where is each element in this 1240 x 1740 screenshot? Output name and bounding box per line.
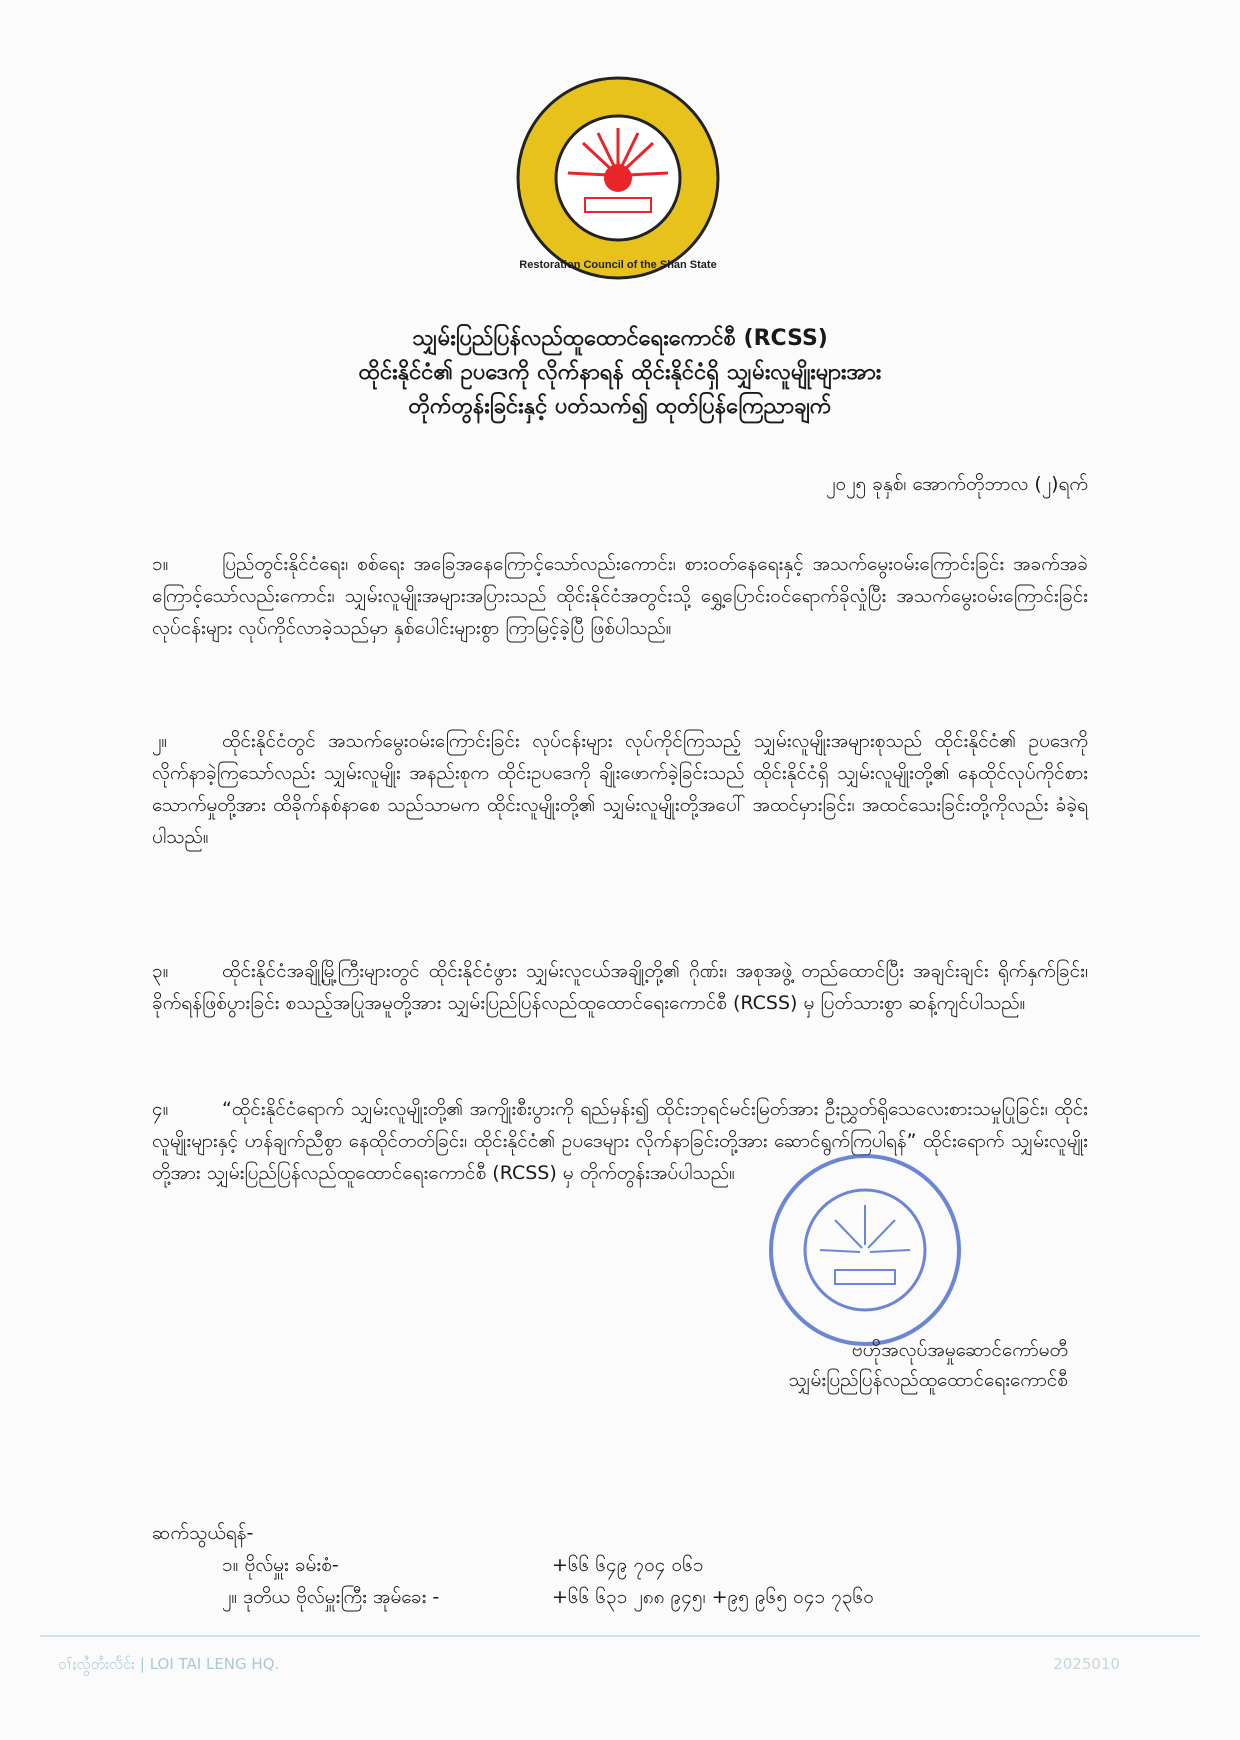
paragraph-number: ၃။ [152, 960, 169, 982]
paragraph-text: “ထိုင်းနိုင်ငံရောက် သျှမ်းလူမျိုးတို့၏ အကျိုးစီးပွားကို ရည်မှန်း၍ ထိုင်းဘုရင်မင်းမြတ်အား ဦးညွှတ်ရိုသေလေးစားသမှုပြုခြင်း၊ ထိုင်းလူမျိုးများနှင့် ဟန်ချက်ညီစွာ နေထိုင်တတ်ခြင်း၊ ထိုင်းနိုင်ငံ၏ ဥပဒေများ လိုက်နာခြင်းတို့အား ဆောင်ရွက်ကြပါရန်” ထိုင်းရောက် သျှမ်းလူမျိုးတို့အား သျှမ်းပြည်ပြန်လည်ထူထောင်ရေးကောင်စီ (RCSS) မှ တိုက်တွန်းအပ်ပါသည်။ [152, 1098, 1088, 1184]
signatory-committee: ဗဟိုအလုပ်အမှုဆောင်ကော်မတီ [851, 1339, 1068, 1361]
paragraph-number: ၂။ [152, 730, 168, 752]
signatory-organization: သျှမ်းပြည်ပြန်လည်ထူထောင်ရေးကောင်စီ [788, 1369, 1068, 1391]
contact-row [152, 1549, 874, 1581]
contact-name: ၂။ ဒုတိယ ဗိုလ်မှူးကြီး အုမ်ခေး - [222, 1586, 440, 1608]
statement-date: ၂၀၂၅ ခုနှစ်၊ အောက်တိုဘာလ (၂)ရက် [826, 473, 1088, 495]
contact-name: ၁။ ဗိုလ်မှူး ခမ်းစံ- [222, 1554, 339, 1576]
paragraph-number: ၁။ [152, 553, 169, 575]
contact-section [152, 1517, 874, 1613]
paragraph-1 [152, 548, 1088, 644]
signature-block [788, 1335, 1068, 1395]
contact-phone: +၆၆ ၆၄၉ ၇၀၄ ၀၆၁ [552, 1554, 704, 1576]
official-stamp [765, 1150, 965, 1354]
title-line: သျှမ်းပြည်ပြန်လည်ထူထောင်ရေးကောင်စီ (RCSS) [412, 326, 828, 351]
paragraph-2 [152, 725, 1088, 853]
footer-hq: ဝၢ်ႈလွႆတႆးလႅင်း | LOI TAI LENG HQ. [58, 1655, 280, 1673]
footer-divider [40, 1635, 1200, 1637]
paragraph-text: ပြည်တွင်းနိုင်ငံရေး၊ စစ်ရေး အခြေအနေကြောင့်သော်လည်းကောင်း၊ စားဝတ်နေရေးနှင့် အသက်မွေးဝမ်းကြောင်းခြင်း အခက်အခဲကြောင့်သော်လည်းကောင်း၊ သျှမ်းလူမျိုးအများအပြားသည် ထိုင်းနိုင်ငံအတွင်းသို့ ရွှေ့ပြောင်းဝင်ရောက်ခိုလှုံပြီး အသက်မွေးဝမ်းကြောင်းခြင်း လုပ်ငန်းများ လုပ်ကိုင်လာခဲ့သည်မှာ နှစ်ပေါင်းများစွာ ကြာမြင့်ခဲ့ပြီ ဖြစ်ပါသည်။ [152, 553, 1088, 639]
contact-heading: ဆက်သွယ်ရန်- [152, 1522, 254, 1544]
statement-title [150, 322, 1090, 424]
contact-row [152, 1581, 874, 1613]
contact-phone: +၆၆ ၆၃၁ ၂၈၈ ၉၄၅၊ +၉၅ ၉၆၅ ၀၄၁ ၇၃၆၀ [552, 1586, 874, 1608]
title-line: တိုက်တွန်းခြင်းနှင့် ပတ်သက်၍ ထုတ်ပြန်ကြေညာချက် [408, 394, 832, 419]
svg-text:Restoration Council of the Sha: Restoration Council of the Shan State [519, 259, 717, 271]
rcss-logo [513, 73, 723, 283]
paragraph-text: ထိုင်းနိုင်ငံအချို့မြို့ကြီးများတွင် ထိုင်းနိုင်ငံဖွား သျှမ်းလူငယ်အချို့တို့၏ ဂိုဏ်း၊ အစုအဖွဲ့ တည်ထောင်ပြီး အချင်းချင်း ရိုက်နှက်ခြင်း၊ ခိုက်ရန်ဖြစ်ပွားခြင်း စသည့်အပြုအမူတို့အား သျှမ်းပြည်ပြန်လည်ထူထောင်ရေးကောင်စီ (RCSS) မှ ပြတ်သားစွာ ဆန့်ကျင်ပါသည်။ [152, 960, 1088, 1014]
paragraph-number: ၄။ [152, 1098, 169, 1120]
title-line: ထိုင်းနိုင်ငံ၏ ဥပဒေကို လိုက်နာရန် ထိုင်းနိုင်ငံရှိ သျှမ်းလူမျိုးများအား [358, 360, 882, 385]
paragraph-text: ထိုင်းနိုင်ငံတွင် အသက်မွေးဝမ်းကြောင်းခြင်း လုပ်ငန်းများ လုပ်ကိုင်ကြသည့် သျှမ်းလူမျိုးအများစုသည် ထိုင်းနိုင်ငံ၏ ဥပဒေကို လိုက်နာခဲ့ကြသော်လည်း သျှမ်းလူမျိုး အနည်းစုက ထိုင်းဥပဒေကို ချိုးဖောက်ခဲ့ခြင်းသည် ထိုင်းနိုင်ငံရှိ သျှမ်းလူမျိုးတို့၏ နေထိုင်လုပ်ကိုင်စားသောက်မှုတို့အား ထိခိုက်နစ်နာစေ သည်သာမက ထိုင်းလူမျိုးတို့၏ သျှမ်းလူမျိုးတို့အပေါ် အထင်မှားခြင်း၊ အထင်သေးခြင်းတို့ကိုလည်း ခံခဲ့ရပါသည်။ [152, 730, 1088, 848]
footer-ref: 2025010 [1053, 1655, 1120, 1673]
paragraph-3 [152, 955, 1088, 1019]
